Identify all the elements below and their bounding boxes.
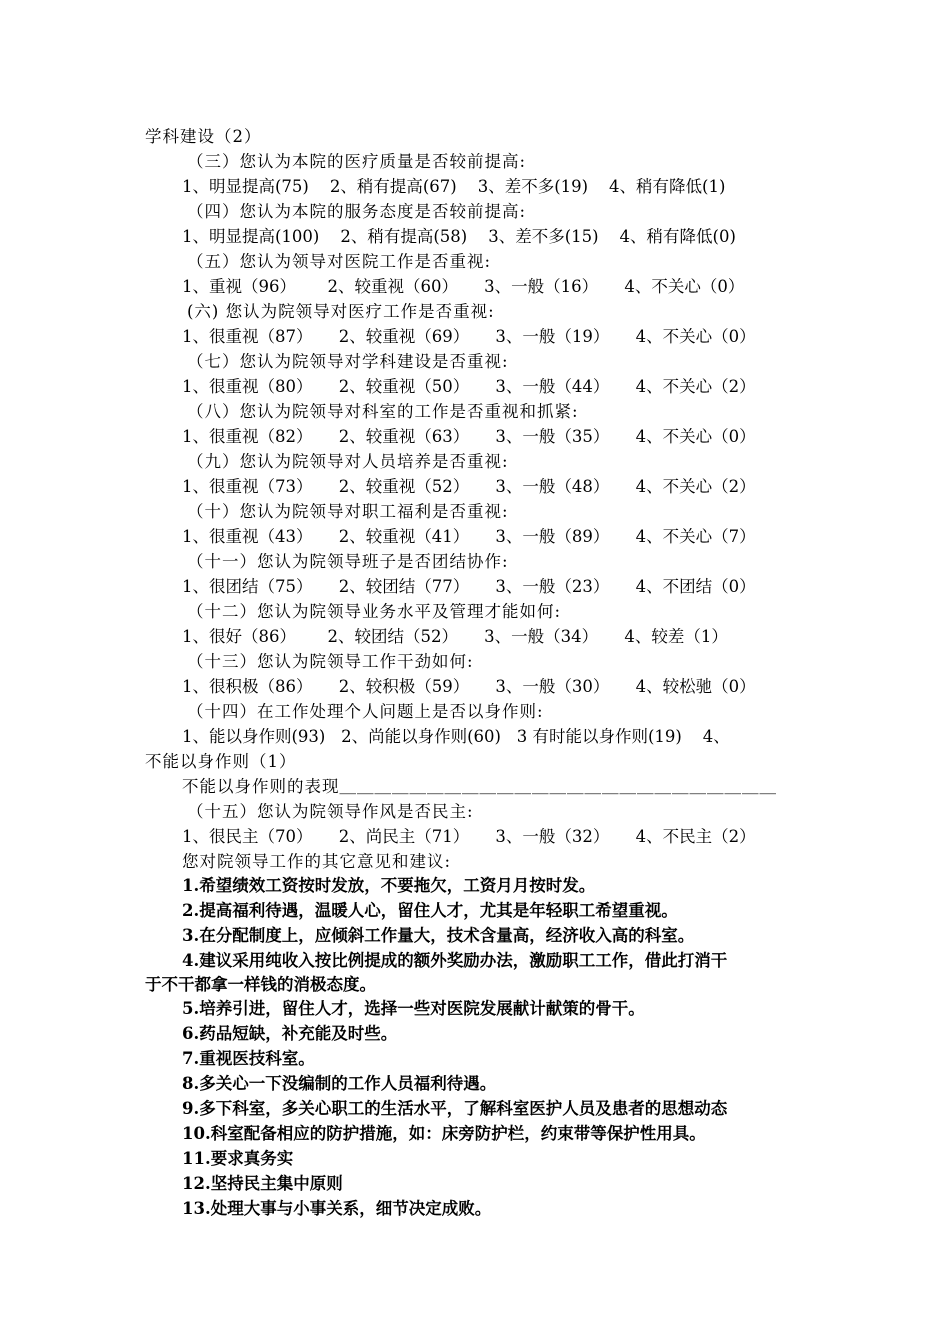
answer-10: 1、很重视（43） 2、较重视（41） 3、一般（89） 4、不关心（7） [182,527,756,546]
answer-3: 1、明显提高(75) 2、稍有提高(67) 3、差不多(19) 4、稍有降低(1) [182,177,726,196]
suggestion-item: 9.多下科室，多关心职工的生活水平，了解科室医护人员及患者的思想动态 [182,1099,728,1118]
answer-15: 1、很民主（70） 2、尚民主（71） 3、一般（32） 4、不民主（2） [182,827,756,846]
answer-9: 1、很重视（73） 2、较重视（52） 3、一般（48） 4、不关心（2） [182,477,756,496]
suggestion-item: 4.建议采用纯收入按比例提成的额外奖励办法，激励职工工作，借此打消干 [182,951,728,970]
question-5: （五）您认为领导对医院工作是否重视: [187,252,492,271]
suggestion-item: 2.提高福利待遇，温暖人心，留住人才，尤其是年轻职工希望重视。 [182,901,678,920]
question-4: （四）您认为本院的服务态度是否较前提高: [187,202,527,221]
question-6: (六) 您认为院领导对医疗工作是否重视: [187,302,495,321]
question-11: （十一）您认为院领导班子是否团结协作: [187,552,509,571]
section-heading: 学科建设（2） [145,127,262,146]
question-9: （九）您认为院领导对人员培养是否重视: [187,452,509,471]
answer-14-continued: 不能以身作则（1） [145,752,297,771]
question-3: （三）您认为本院的医疗质量是否较前提高: [187,152,527,171]
suggestion-item: 3.在分配制度上，应倾斜工作量大，技术含量高，经济收入高的科室。 [182,926,695,945]
suggestions-title: 您对院领导工作的其它意见和建议: [182,852,452,871]
question-10: （十）您认为院领导对职工福利是否重视: [187,502,509,521]
question-14: （十四）在工作处理个人问题上是否以身作则: [187,702,544,721]
suggestion-item: 6.药品短缺，补充能及时些。 [182,1024,398,1043]
question-7: （七）您认为院领导对学科建设是否重视: [187,352,509,371]
suggestion-item: 5.培养引进，留住人才，选择一些对医院发展献计献策的骨干。 [182,999,645,1018]
question-15: （十五）您认为院领导作风是否民主: [187,802,474,821]
suggestion-item: 12.坚持民主集中原则 [182,1174,343,1193]
suggestion-item: 8.多关心一下没编制的工作人员福利待遇。 [182,1074,497,1093]
suggestion-item: 7.重视医技科室。 [182,1049,315,1068]
question-12: （十二）您认为院领导业务水平及管理才能如何: [187,602,562,621]
answer-6: 1、很重视（87） 2、较重视（69） 3、一般（19） 4、不关心（0） [182,327,756,346]
suggestion-item: 11.要求真务实 [182,1149,294,1168]
answer-8: 1、很重视（82） 2、较重视（63） 3、一般（35） 4、不关心（0） [182,427,756,446]
suggestion-item: 10.科室配备相应的防护措施，如：床旁防护栏，约束带等保护性用具。 [182,1124,706,1143]
answer-4: 1、明显提高(100) 2、稍有提高(58) 3、差不多(15) 4、稍有降低(0) [182,227,736,246]
answer-14-blank-line: 不能以身作则的表现＿＿＿＿＿＿＿＿＿＿＿＿＿＿＿＿＿＿＿＿＿＿＿＿＿ [182,777,777,796]
suggestion-item: 13.处理大事与小事关系，细节决定成败。 [182,1199,492,1218]
suggestion-item: 1.希望绩效工资按时发放，不要拖欠，工资月月按时发。 [182,876,596,895]
suggestion-item-continued: 于不干都拿一样钱的消极态度。 [145,975,376,994]
answer-13: 1、很积极（86） 2、较积极（59） 3、一般（30） 4、较松驰（0） [182,677,756,696]
question-13: （十三）您认为院领导工作干劲如何: [187,652,474,671]
answer-14: 1、能以身作则(93) 2、尚能以身作则(60) 3 有时能以身作则(19) 4、 [182,727,730,746]
question-8: （八）您认为院领导对科室的工作是否重视和抓紧: [187,402,579,421]
answer-12: 1、很好（86） 2、较团结（52） 3、一般（34） 4、较差（1） [182,627,728,646]
answer-7: 1、很重视（80） 2、较重视（50） 3、一般（44） 4、不关心（2） [182,377,756,396]
answer-11: 1、很团结（75） 2、较团结（77） 3、一般（23） 4、不团结（0） [182,577,756,596]
answer-5: 1、重视（96） 2、较重视（60） 3、一般（16） 4、不关心（0） [182,277,745,296]
